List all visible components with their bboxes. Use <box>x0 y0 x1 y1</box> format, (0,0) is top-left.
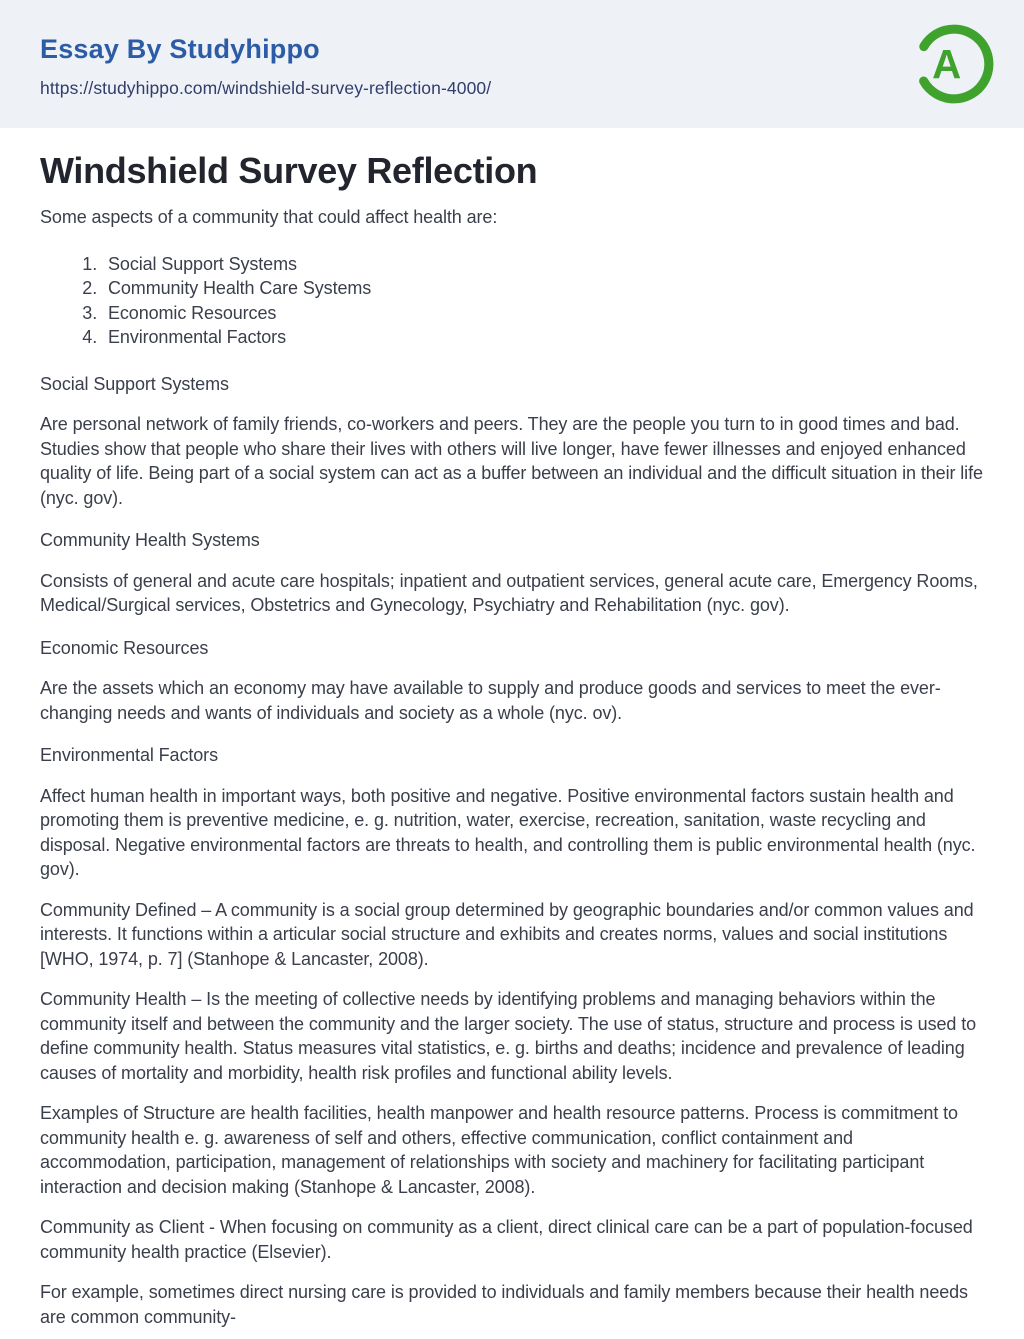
article-title: Windshield Survey Reflection <box>40 150 538 191</box>
paragraph-community-defined: Community Defined – A community is a social group determined by geographic boundaries and/or common values and interests. It functions within a articular social structure and exhibits and creates norms, values and social institutions [WHO, 1974, p. 7] (Stanhope & Lancaster, 2008). <box>40 899 974 969</box>
section-body-environmental-factors: Affect human health in important ways, both positive and negative. Positive environmental factors sustain health and promoting them is preventive medicine, e. g. nutrition, water, exercise, recreation, sanitation, waste recycling and disposal. Negative environmental factors are threats to health, and controlling them is public environmental health (nyc. gov). <box>40 785 976 879</box>
section-heading-economic-resources: Economic Resources <box>40 637 209 658</box>
list-item-environmental-factors: 4. Environmental Factors <box>102 325 984 350</box>
paragraph-for-example: For example, sometimes direct nursing care is provided to individuals and family members because their health needs are common community- <box>40 1282 968 1327</box>
studyhippo-logo <box>910 19 998 109</box>
brand-title: Essay By Studyhippo <box>40 33 320 64</box>
logo-letter: A <box>932 40 962 87</box>
page-header <box>0 0 1024 128</box>
page-url: https://studyhippo.com/windshield-survey-reflection-4000/ <box>40 77 492 98</box>
section-heading-community-health-systems: Community Health Systems <box>40 530 260 550</box>
aspect-list <box>40 252 984 350</box>
section-body-community-health-systems: Consists of general and acute care hospitals; inpatient and outpatient services, general acute care, Emergency Rooms, Medical/Surgical services, Obstetrics and Gynecology, Psychiatry and Rehabilitation (nyc. gov). <box>40 570 978 615</box>
list-item-economic-resources: 3. Economic Resources <box>102 301 984 326</box>
paragraph-community-as-client: Community as Client - When focusing on community as a client, direct clinical care can be a part of population-focused community health practice (Elsevier). <box>40 1217 973 1262</box>
section-body-social-support: Are personal network of family friends, co-workers and peers. They are the people you turn to in good times and bad. Studies show that people who share their lives with others will live longer, have fewer illnesses and enjoyed enhanced quality of life. Being part of a social system can act as a buffer between an individual and the difficult situation in their life (nyc. gov). <box>40 414 983 508</box>
header-text-block <box>40 30 491 99</box>
intro-text: Some aspects of a community that could affect health are: <box>40 207 498 227</box>
paragraph-community-health: Community Health – Is the meeting of collective needs by identifying problems and managing behaviors within the community itself and between the community and the larger society. The use of status, structure and process is used to define community health. Status measures vital statistics, e. g. births and deaths; incidence and prevalence of leading causes of mortality and morbidity, health risk profiles and functional ability levels. <box>40 989 977 1083</box>
logo-arc-icon <box>910 19 998 109</box>
list-item-community-health-care: 2. Community Health Care Systems <box>102 276 984 301</box>
article <box>0 128 1024 1329</box>
section-heading-environmental-factors: Environmental Factors <box>40 745 218 765</box>
list-item-social-support: 1. Social Support Systems <box>102 252 984 277</box>
section-heading-social-support: Social Support Systems <box>40 373 229 394</box>
section-body-economic-resources: Are the assets which an economy may have available to supply and produce goods and services to meet the ever-changing needs and wants of individuals and society as a whole (nyc. ov). <box>40 678 941 723</box>
paragraph-examples-of-structure: Examples of Structure are health facilities, health manpower and health resource patterns. Process is commitment to community health e. g. awareness of self and others, effective communication, conflict containment and accommodation, participation, management of relationships with society and machinery for facilitating participant interaction and decision making (Stanhope & Lancaster, 2008). <box>40 1103 958 1197</box>
